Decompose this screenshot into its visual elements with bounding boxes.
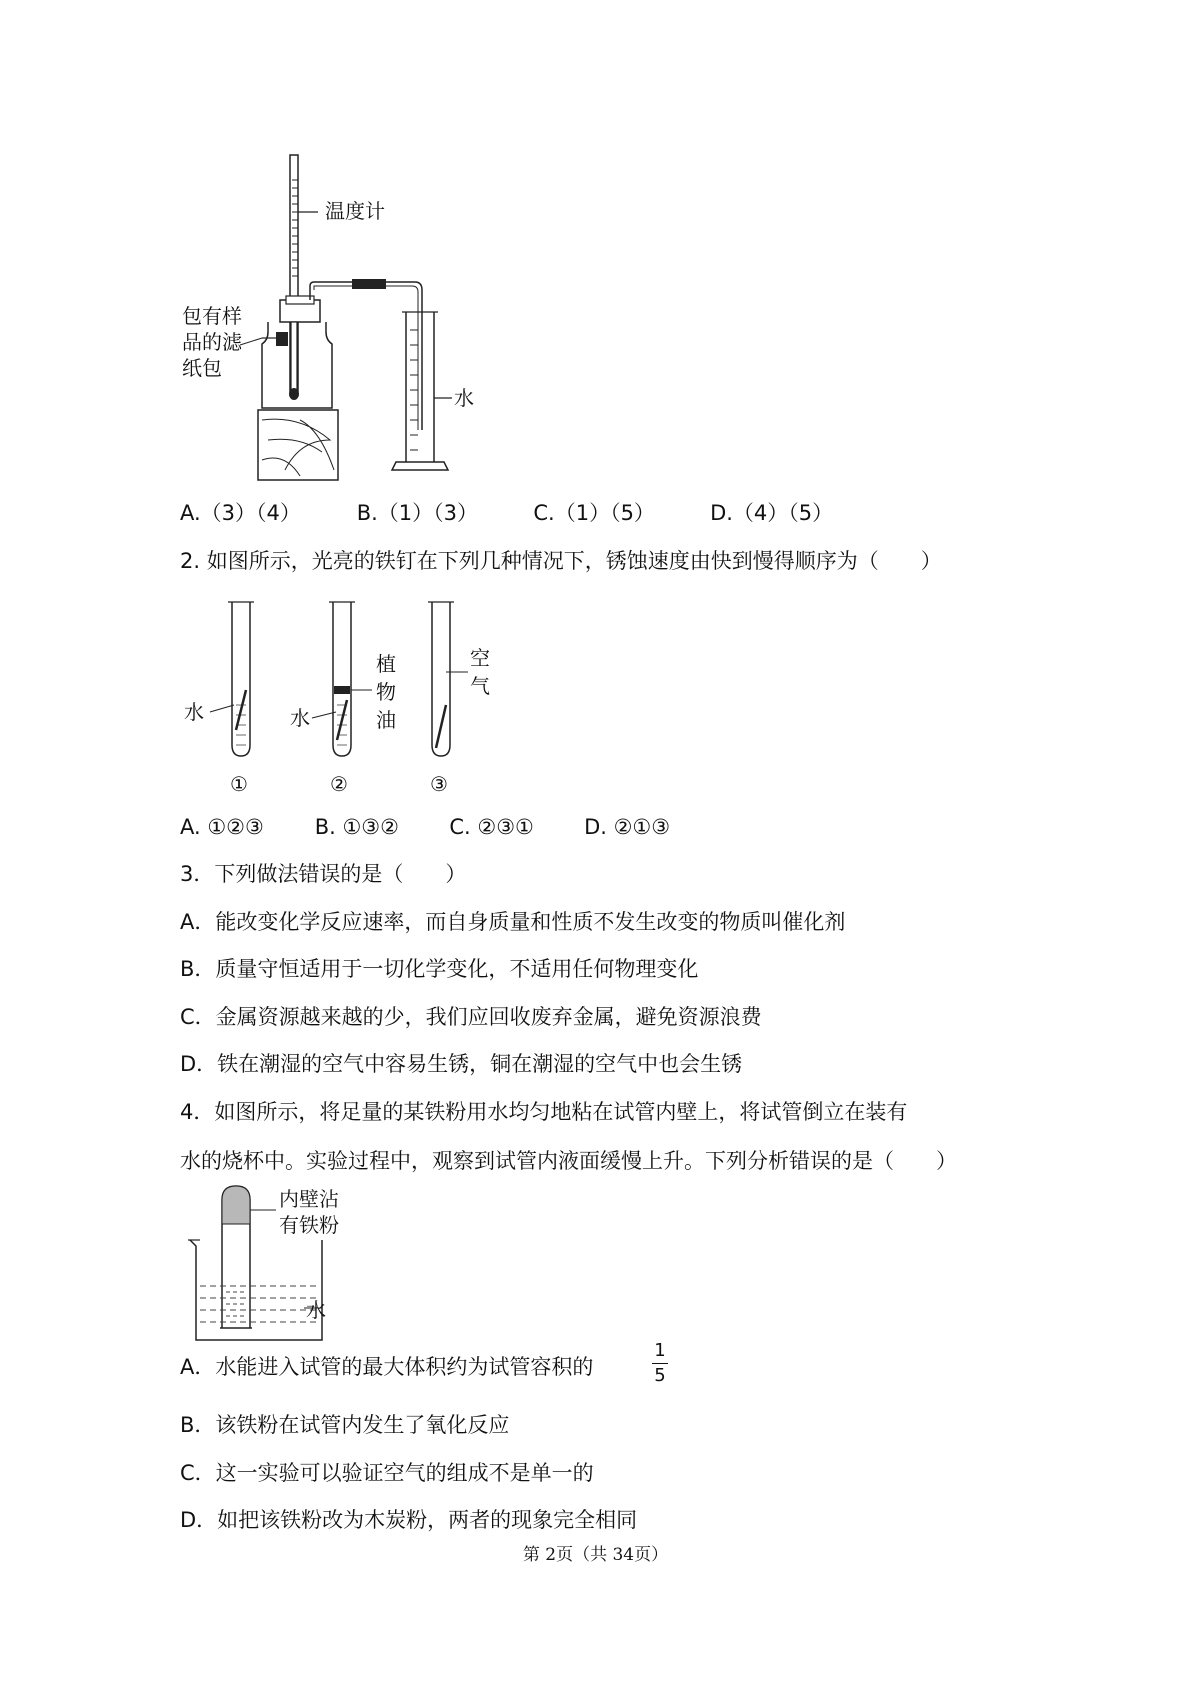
q3-stem: 3．下列做法错误的是（ ） [180,862,467,886]
label-thermometer: 温度计 [325,199,385,223]
q2-label-air-2: 气 [470,674,490,698]
q4-option-b[interactable]: B．该铁粉在试管内发生了氧化反应 [180,1413,510,1437]
q1-options [180,498,833,528]
q4-option-c[interactable]: C．这一实验可以验证空气的组成不是单一的 [180,1461,594,1485]
q2-option-b[interactable]: B. ①③② [314,815,399,839]
q2-label-water-1: 水 [184,700,204,724]
q3-option-d[interactable]: D．铁在潮湿的空气中容易生锈，铜在潮湿的空气中也会生锈 [180,1052,743,1076]
q2-label-oil-3: 油 [376,708,396,732]
q4-fraction-bar [652,1363,668,1364]
q2-label-air-1: 空 [470,646,490,670]
q2-stem: 2. 如图所示，光亮的铁钉在下列几种情况下，锈蚀速度由快到慢得顺序为（ ） [180,549,942,573]
q2-tube-label-2: ② [330,772,348,796]
q4-fraction-denominator: 5 [654,1365,666,1386]
q3-option-c[interactable]: C．金属资源越来越的少，我们应回收废弃金属，避免资源浪费 [180,1005,762,1029]
q1-option-a[interactable]: A.（3）（4） [180,501,301,525]
label-sample-line3: 纸包 [182,356,222,380]
q2-label-oil-1: 植 [376,652,396,676]
q4-option-d[interactable]: D．如把该铁粉改为木炭粉，两者的现象完全相同 [180,1508,638,1532]
q4-option-a[interactable]: A．水能进入试管的最大体积约为试管容积的 [180,1355,594,1379]
q4-label-water: 水 [306,1298,326,1322]
q4-label-powder-line2: 有铁粉 [279,1213,339,1237]
q2-tube-label-3: ③ [430,772,448,796]
q4-fraction-numerator: 1 [654,1340,666,1361]
q4-label-powder-line1: 内壁沾 [279,1187,339,1211]
q4-stem-line1: 4．如图所示，将足量的某铁粉用水均匀地粘在试管内壁上，将试管倒立在装有 [180,1100,908,1124]
q1-option-b[interactable]: B.（1）（3） [356,501,478,525]
q4-stem-line2: 水的烧杯中。实验过程中，观察到试管内液面缓慢上升。下列分析错误的是（ ） [180,1149,957,1173]
q2-tube-label-1: ① [230,772,248,796]
label-water-cylinder: 水 [454,386,474,410]
q1-option-d[interactable]: D.（4）（5） [710,501,834,525]
q2-label-oil-2: 物 [376,680,396,704]
q2-option-a[interactable]: A. ①②③ [180,815,264,839]
q2-label-water-2: 水 [290,706,310,730]
page-footer: 第 2页（共 34页） [522,1545,669,1565]
q2-option-c[interactable]: C. ②③① [449,815,534,839]
label-sample-line1: 包有样 [182,304,242,328]
q1-option-c[interactable]: C.（1）（5） [533,501,655,525]
q2-option-d[interactable]: D. ②①③ [584,815,671,839]
q2-options [180,812,670,842]
q3-option-a[interactable]: A．能改变化学反应速率，而自身质量和性质不发生改变的物质叫催化剂 [180,910,846,934]
q3-option-b[interactable]: B．质量守恒适用于一切化学变化，不适用任何物理变化 [180,957,699,981]
label-sample-line2: 品的滤 [182,330,242,354]
